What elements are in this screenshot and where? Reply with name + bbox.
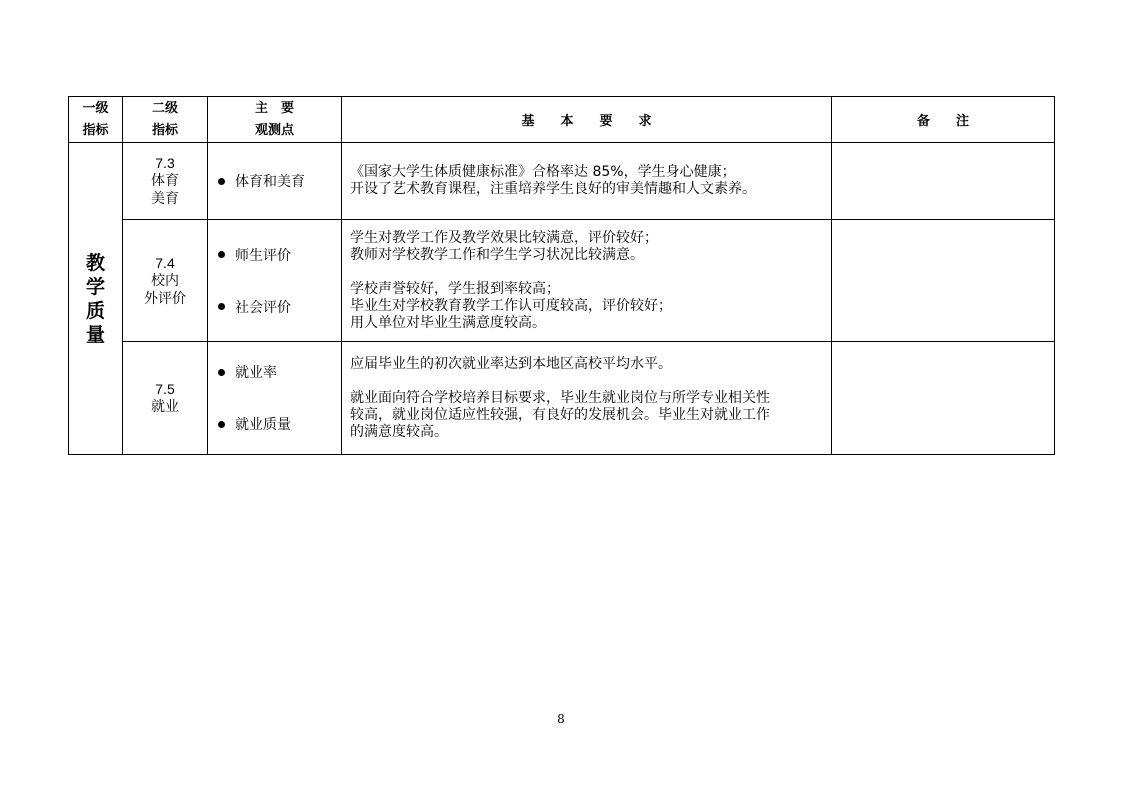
bullet-icon <box>218 178 225 185</box>
bullet-icon <box>218 251 225 258</box>
header-level2: 二级 指标 <box>123 97 208 143</box>
remarks-cell <box>832 143 1055 220</box>
bullet-icon <box>218 303 225 310</box>
list-item: 体育和美育 <box>216 171 341 191</box>
list-item: 社会评价 <box>216 297 341 317</box>
level1-indicator: 教 学 质 量 <box>69 143 123 455</box>
table-row <box>69 342 1055 455</box>
header-level1: 一级 指标 <box>69 97 123 143</box>
bullet-icon <box>218 421 225 428</box>
table-row <box>69 143 1055 220</box>
observation-points <box>208 143 342 220</box>
list-item: 师生评价 <box>216 245 341 265</box>
list-item: 就业质量 <box>216 414 341 434</box>
observation-points <box>208 220 342 342</box>
level2-indicator: 7.3 体育 美育 <box>123 143 208 220</box>
bullet-icon <box>218 369 225 376</box>
observation-points <box>208 342 342 455</box>
list-item: 就业率 <box>216 362 341 382</box>
table-row <box>69 220 1055 342</box>
header-row <box>69 97 1055 143</box>
header-basic-requirements: 基 本 要 求 <box>342 97 832 143</box>
remarks-cell <box>832 220 1055 342</box>
requirements: 应届毕业生的初次就业率达到本地区高校平均水平。 就业面向符合学校培养目标要求，毕业生就业岗位与所学专业相关性 较高，就业岗位适应性较强，有良好的发展机会。毕业生对就业工作 的满意度较高。 <box>342 342 832 455</box>
evaluation-table <box>68 96 1055 455</box>
header-remarks: 备 注 <box>832 97 1055 143</box>
level2-indicator: 7.4 校内 外评价 <box>123 220 208 342</box>
remarks-cell <box>832 342 1055 455</box>
requirements: 《国家大学生体质健康标准》合格率达 85%，学生身心健康； 开设了艺术教育课程，注重培养学生良好的审美情趣和人文素养。 <box>342 143 832 220</box>
requirements: 学生对教学工作及教学效果比较满意，评价较好； 教师对学校教学工作和学生学习状况比较满意。 学校声誉较好，学生报到率较高； 毕业生对学校教育教学工作认可度较高，评价较好； 用人单位对毕业生满意度较高。 <box>342 220 832 342</box>
level2-indicator: 7.5 就业 <box>123 342 208 455</box>
header-observation-points: 主 要 观测点 <box>208 97 342 143</box>
page-number: 8 <box>557 712 565 726</box>
